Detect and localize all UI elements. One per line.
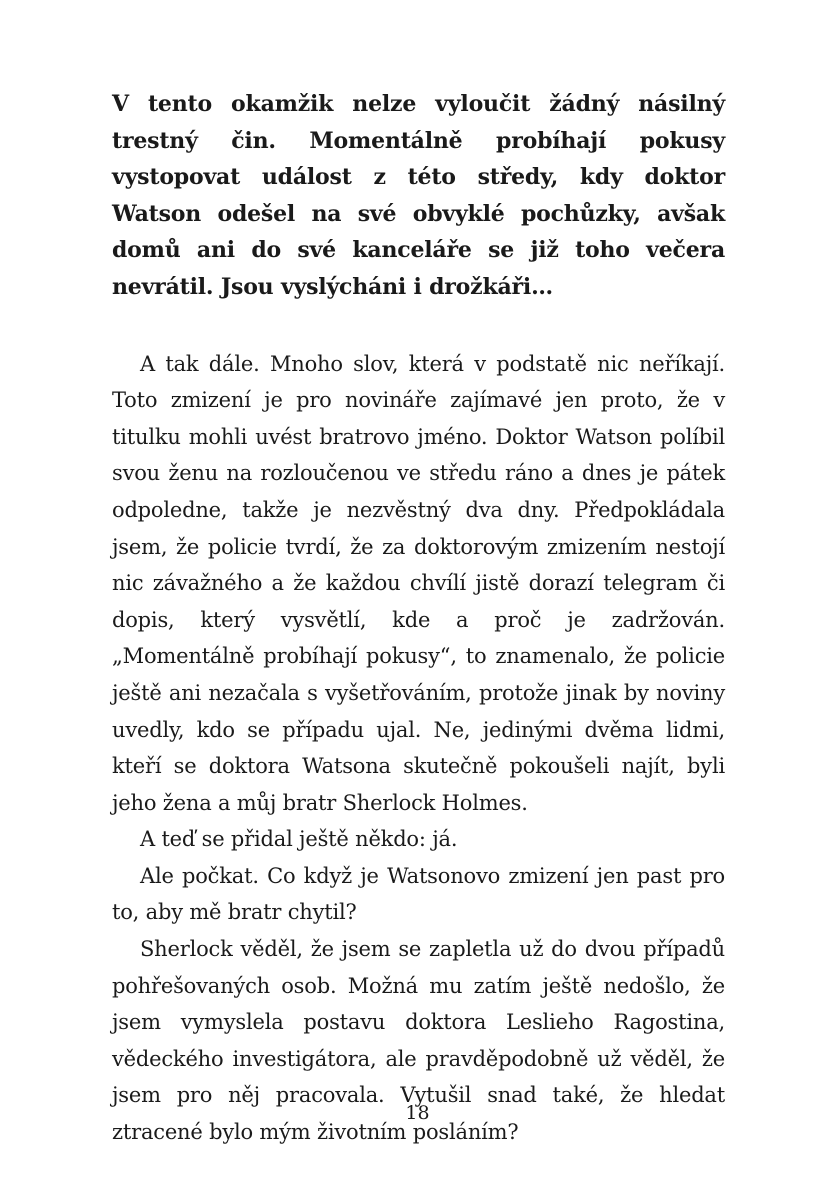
paragraph: A teď se přidal ještě někdo: já. xyxy=(140,827,458,852)
page-content xyxy=(112,86,725,1151)
paragraph: Ale počkat. Co když je Watsonovo zmizení jen past pro to, aby mě bratr chytil? xyxy=(112,863,725,925)
paragraph: Sherlock věděl, že jsem se zapletla už do dvou případů pohřešovaných osob. Možná mu zatím ještě nedošlo, že jsem vymyslela postavu doktora Leslieho Ragostina, vědeckého investigátora, ale pravděpodobně už věděl, že jsem pro něj pracovala. Vytušil snad také, že hledat ztracené bylo mým životním posláním? xyxy=(112,937,725,1145)
paragraph: A tak dále. Mnoho slov, která v podstatě nic neříkají. Toto zmizení je pro novináře zajímavé jen proto, že v titulku mohli uvést bratrovo jméno. Doktor Watson políbil svou ženu na rozloučenou ve středu ráno a dnes je pátek odpoledne, takže je nezvěstný dva dny. Předpokládala jsem, že policie tvrdí, že za doktorovým zmizením nestojí nic závažného a že každou chvílí jistě dorazí telegram či dopis, který vysvětlí, kde a proč je zadržován. „Momentálně probíhají pokusy“, to znamenalo, že policie ještě ani nezačala s vyšetřováním, protože jinak by noviny uvedly, kdo se případu ujal. Ne, jedinými dvěma lidmi, kteří se doktora Watsona skutečně pokoušeli najít, byli jeho žena a můj bratr Sherlock Holmes. xyxy=(112,351,725,815)
page-number: 18 xyxy=(405,1102,430,1124)
newspaper-excerpt: V tento okamžik nelze vyloučit žádný násilný trestný čin. Momentálně probíhají pokusy vystopovat událost z této středy, kdy doktor Watson odešel na své obvyklé pochůzky, avšak domů ani do své kanceláře se již toho večera nevrátil. Jsou vyslýcháni i drožkáři… xyxy=(112,91,725,300)
body-text xyxy=(112,346,725,1151)
